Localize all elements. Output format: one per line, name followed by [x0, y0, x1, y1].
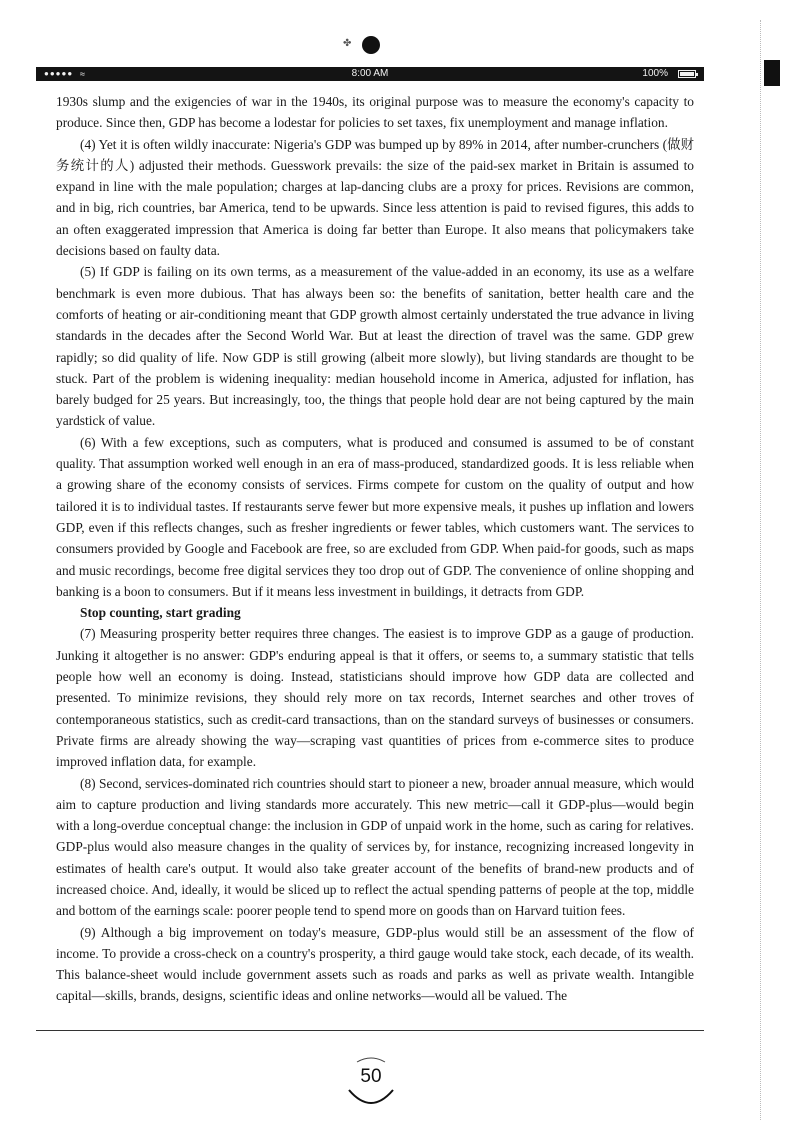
- footer-rule: [36, 1030, 704, 1031]
- paragraph: (5) If GDP is failing on its own terms, as a measurement of the value-added in an economy, its use as a welfare benchmark is even more dubious. That has always been so: the benefits of sanitation, better health care and the comforts of heating or air-conditioning meant that GDP growth almost certainly understated the true advance in living standards in the decades after the Second World War. But at least the direction of travel was the same. GDP grew rapidly; so did quality of life. Now GDP is still growing (albeit more slowly), but living standards are thought to be stuck. Part of the problem is widening inequality: median household income in America, adjusted for inflation, has barely budged for 25 years. But increasingly, too, the things that people hold dear are not being captured by the main yardstick of value.: [56, 264, 694, 429]
- battery-percent: 100%: [642, 68, 668, 79]
- battery-icon: [678, 70, 696, 78]
- page-edge-tab: [764, 60, 780, 86]
- paragraph: (7) Measuring prosperity better requires three changes. The easiest is to improve GDP as a gauge of production. Junking it altogether is no answer: GDP's enduring appeal is that it offers, or seems to, a summary statistic that tells people how well an economy is doing. Instead, statisticians should improve how GDP data are collected and presented. To minimize revisions, they should rely more on tax records, Internet searches and other troves of contemporaneous statistics, such as credit-card transactions, than on the standard surveys of businesses or consumers. Private firms are already showing the way—scraping vast quantities of prices from e-commerce sites to produce improved inflation data, for example.: [56, 626, 694, 770]
- section-heading: Stop counting, start grading: [80, 605, 241, 621]
- signal-icon: ●●●●●: [44, 69, 74, 78]
- paragraph: (4) Yet it is often wildly inaccurate: Nigeria's GDP was bumped up by 89% in 2014, after number-crunchers (做财务统计的人) adjusted their methods. Guesswork prevails: the size of the paid-sex market in Britain is assumed to expand in line with the male population; charges at lap-dancing clubs are a proxy for prices. Revisions are common, and in big, rich countries, bar America, tend to be upwards. Since less attention is paid to revised figures, this adds to an often exaggerated impression that America is doing far better than Europe. It also means that policymakers take decisions based on faulty data.: [56, 136, 694, 259]
- page-number-badge: [341, 1050, 401, 1110]
- paragraph: (9) Although a big improvement on today's measure, GDP-plus would still be an assessment of the flow of income. To provide a cross-check on a country's prosperity, a third gauge would take stock, each decade, of its wealth. This balance-sheet would include government assets such as roads and parks as well as private wealth. Intangible capital—skills, brands, designs, scientific ideas and online networks—would all be valued. The: [56, 924, 694, 1004]
- paragraph: (8) Second, services-dominated rich countries should start to pioneer a new, broader annual measure, which would aim to capture production and living standards more accurately. This new metric—call it GDP-plus—would begin with a long-overdue conceptual change: the inclusion in GDP of unpaid work in the home, such as caring for relatives. GDP-plus would also measure changes in the quality of services by, for instance, recognizing increased longevity in estimates of health care's output. It would also take greater account of the benefits of brand-new products and of increased choice. And, ideally, it would be sliced up to reflect the actual spending patterns of people at the top, middle and bottom of the earnings scale: poorer people tend to spend more on goods than on Harvard tuition fees.: [56, 775, 694, 919]
- page-edge-rule: [760, 20, 761, 1120]
- wifi-icon: ≈: [80, 69, 85, 79]
- scan-mark-icon: ✤: [343, 38, 352, 49]
- page-number: 50: [360, 1066, 382, 1087]
- status-time: 8:00 AM: [351, 68, 389, 79]
- camera-dot-icon: [362, 36, 380, 54]
- paragraph: 1930s slump and the exigencies of war in the 1940s, its original purpose was to measure the economy's capacity to produce. Since then, GDP has become a lodestar for policies to set taxes, fix unemployment and manage inflation.: [56, 94, 694, 131]
- status-bar: [36, 67, 704, 81]
- paragraph: (6) With a few exceptions, such as computers, what is produced and consumed is assumed to be of constant quality. That assumption worked well enough in an era of mass-produced, standardized goods. It is less reliable when a growing share of the economy consists of services. Firms compete for custom on the quality of output and how tailored it is to individual tastes. If restaurants serve fewer but more expensive meals, it pushes up inflation and lowers GDP, even if this reflects changes, such as fresher ingredients or fewer tables, which customers want. The services to consumers provided by Google and Facebook are free, so are excluded from GDP. When paid-for goods, such as maps and music recordings, become free digital services they too drop out of GDP. The convenience of online shopping and banking is a boon to consumers. But if it means less investment in buildings, it detracts from GDP.: [56, 434, 694, 599]
- article-body: [56, 91, 694, 1007]
